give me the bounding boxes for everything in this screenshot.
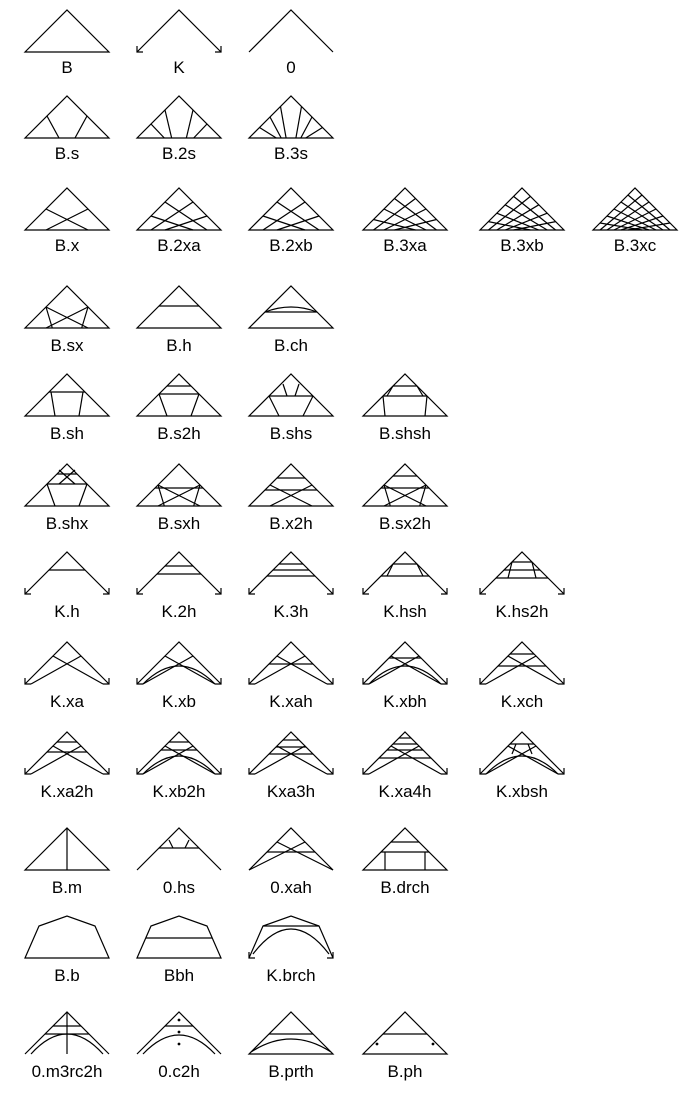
truss-item-k-h bbox=[17, 550, 117, 630]
truss-label: B.3s bbox=[273, 144, 309, 163]
truss-diagram-kxa3h bbox=[241, 730, 341, 790]
truss-item-k-2h bbox=[129, 550, 229, 630]
truss-item-0 bbox=[241, 8, 341, 88]
truss-label: K.xa4h bbox=[378, 782, 432, 801]
truss-item-k-xb2h bbox=[129, 730, 229, 810]
truss-label: K.3h bbox=[273, 602, 309, 621]
truss-label: B.shx bbox=[45, 514, 89, 533]
truss-diagram-b-ph bbox=[355, 1010, 455, 1070]
truss-diagram-k-xa bbox=[17, 640, 117, 700]
truss-item-k-xch bbox=[472, 640, 572, 720]
truss-label: B.3xc bbox=[613, 236, 657, 255]
truss-label: B.2s bbox=[161, 144, 197, 163]
truss-label: B.sxh bbox=[157, 514, 201, 533]
truss-label: 0.c2h bbox=[158, 1062, 200, 1081]
truss-item-kxa3h bbox=[241, 730, 341, 810]
truss-item-b-b bbox=[17, 914, 117, 994]
truss-label: B.b bbox=[54, 966, 80, 985]
truss-item-b-m bbox=[17, 826, 117, 906]
truss-item-b-prth bbox=[241, 1010, 341, 1090]
truss-item-b-sx2h bbox=[355, 462, 455, 542]
truss-item-b-h bbox=[129, 284, 229, 364]
truss-diagram-0-xah bbox=[241, 826, 341, 886]
truss-label: K.xa bbox=[49, 692, 85, 711]
truss-diagram-k-xbh bbox=[355, 640, 455, 700]
truss-item-b-sxh bbox=[129, 462, 229, 542]
truss-label: B.3xb bbox=[500, 236, 544, 255]
truss-item-b-3s bbox=[241, 94, 341, 174]
truss-diagram-k-h bbox=[17, 550, 117, 610]
truss-label: B.m bbox=[51, 878, 83, 897]
truss-label: B.h bbox=[166, 336, 192, 355]
truss-label: Kxa3h bbox=[266, 782, 316, 801]
truss-diagram-k-xa4h bbox=[355, 730, 455, 790]
truss-diagram-k-xbsh bbox=[472, 730, 572, 790]
truss-item-k-hsh bbox=[355, 550, 455, 630]
truss-diagram-b-s2h bbox=[129, 372, 229, 432]
truss-item-k-xa4h bbox=[355, 730, 455, 810]
truss-diagram-k-xah bbox=[241, 640, 341, 700]
truss-diagram-b-sxh bbox=[129, 462, 229, 522]
truss-label: B.sh bbox=[49, 424, 85, 443]
truss-label: B.s bbox=[54, 144, 80, 163]
truss-item-b-2s bbox=[129, 94, 229, 174]
truss-diagram-k-hs2h bbox=[472, 550, 572, 610]
truss-item-k-xbsh bbox=[472, 730, 572, 810]
truss-label: B.ch bbox=[273, 336, 309, 355]
truss-item-b-shx bbox=[17, 462, 117, 542]
truss-label: B.2xa bbox=[157, 236, 201, 255]
truss-diagram-bbh bbox=[129, 914, 229, 974]
truss-item-b-ch bbox=[241, 284, 341, 364]
truss-label: K.xb bbox=[161, 692, 197, 711]
truss-diagram-k-2h bbox=[129, 550, 229, 610]
truss-label: K bbox=[173, 58, 185, 77]
truss-label: B.ph bbox=[387, 1062, 423, 1081]
truss-label: K.xch bbox=[500, 692, 544, 711]
truss-item-b-2xb bbox=[241, 186, 341, 266]
truss-label: K.2h bbox=[161, 602, 197, 621]
truss-item-0-hs bbox=[129, 826, 229, 906]
truss-item-b-x2h bbox=[241, 462, 341, 542]
truss-label: K.h bbox=[54, 602, 80, 621]
truss-diagram-0-hs bbox=[129, 826, 229, 886]
truss-diagram-b-shx bbox=[17, 462, 117, 522]
truss-diagram-k-xa2h bbox=[17, 730, 117, 790]
truss-diagram-b-sx2h bbox=[355, 462, 455, 522]
truss-label: B.2xb bbox=[269, 236, 313, 255]
truss-item-k-xbh bbox=[355, 640, 455, 720]
truss-diagram-b-x2h bbox=[241, 462, 341, 522]
truss-diagram-b-drch bbox=[355, 826, 455, 886]
truss-label: K.xbsh bbox=[496, 782, 548, 801]
truss-label: 0.hs bbox=[162, 878, 196, 897]
truss-item-b-s bbox=[17, 94, 117, 174]
truss-label: K.xah bbox=[269, 692, 313, 711]
truss-label: B.prth bbox=[268, 1062, 314, 1081]
truss-diagram-k-brch bbox=[241, 914, 341, 974]
truss-diagram-b-sh bbox=[17, 372, 117, 432]
truss-item-b-drch bbox=[355, 826, 455, 906]
truss-item-0-xah bbox=[241, 826, 341, 906]
truss-item-k-xa bbox=[17, 640, 117, 720]
truss-label: B.sx bbox=[50, 336, 84, 355]
truss-item-0-c2h bbox=[129, 1010, 229, 1090]
truss-label: K.xbh bbox=[383, 692, 427, 711]
truss-item-k-xa2h bbox=[17, 730, 117, 810]
truss-diagram-k-xb bbox=[129, 640, 229, 700]
truss-item-k-xb bbox=[129, 640, 229, 720]
truss-label: K.hs2h bbox=[495, 602, 549, 621]
truss-label: 0.m3rc2h bbox=[31, 1062, 103, 1081]
truss-diagram-k-hsh bbox=[355, 550, 455, 610]
truss-item-b-3xc bbox=[585, 186, 685, 266]
truss-item-b-x bbox=[17, 186, 117, 266]
truss-item-0-m3rc2h bbox=[17, 1010, 117, 1090]
truss-label: 0 bbox=[286, 58, 296, 77]
truss-item-b-3xa bbox=[355, 186, 455, 266]
truss-item-k-3h bbox=[241, 550, 341, 630]
truss-diagram-0-m3rc2h bbox=[17, 1010, 117, 1070]
truss-label: Bbh bbox=[163, 966, 195, 985]
truss-item-b-shs bbox=[241, 372, 341, 452]
truss-label: K.brch bbox=[266, 966, 316, 985]
truss-label: K.xa2h bbox=[40, 782, 94, 801]
truss-label: B.3xa bbox=[383, 236, 427, 255]
truss-diagram-k-xch bbox=[472, 640, 572, 700]
truss-diagram-b-ch bbox=[241, 284, 341, 344]
truss-label: B.sx2h bbox=[379, 514, 431, 533]
truss-item-b-shsh bbox=[355, 372, 455, 452]
truss-label: B bbox=[61, 58, 73, 77]
truss-item-b-sh bbox=[17, 372, 117, 452]
truss-diagram-0-c2h bbox=[129, 1010, 229, 1070]
truss-diagram-b-h bbox=[129, 284, 229, 344]
truss-item-b-2xa bbox=[129, 186, 229, 266]
truss-diagram-k-xb2h bbox=[129, 730, 229, 790]
truss-diagram-b-prth bbox=[241, 1010, 341, 1070]
truss-label: B.x bbox=[54, 236, 80, 255]
truss-label: B.shs bbox=[269, 424, 313, 443]
truss-label: K.hsh bbox=[383, 602, 427, 621]
truss-item-b-sx bbox=[17, 284, 117, 364]
truss-diagram-k-3h bbox=[241, 550, 341, 610]
truss-label: B.s2h bbox=[157, 424, 201, 443]
truss-item-k bbox=[129, 8, 229, 88]
truss-diagram-b-sx bbox=[17, 284, 117, 344]
truss-item-b-3xb bbox=[472, 186, 572, 266]
truss-item-b-ph bbox=[355, 1010, 455, 1090]
truss-item-k-hs2h bbox=[472, 550, 572, 630]
truss-item-bbh bbox=[129, 914, 229, 994]
truss-label: K.xb2h bbox=[152, 782, 206, 801]
truss-diagram-b-shsh bbox=[355, 372, 455, 432]
truss-diagram-b-shs bbox=[241, 372, 341, 432]
truss-item-b-s2h bbox=[129, 372, 229, 452]
truss-item-b bbox=[17, 8, 117, 88]
truss-label: B.shsh bbox=[379, 424, 431, 443]
truss-diagram-b-b bbox=[17, 914, 117, 974]
truss-item-k-xah bbox=[241, 640, 341, 720]
truss-label: B.x2h bbox=[269, 514, 313, 533]
truss-diagram-b-m bbox=[17, 826, 117, 886]
truss-label: B.drch bbox=[380, 878, 430, 897]
truss-item-k-brch bbox=[241, 914, 341, 994]
truss-label: 0.xah bbox=[270, 878, 312, 897]
